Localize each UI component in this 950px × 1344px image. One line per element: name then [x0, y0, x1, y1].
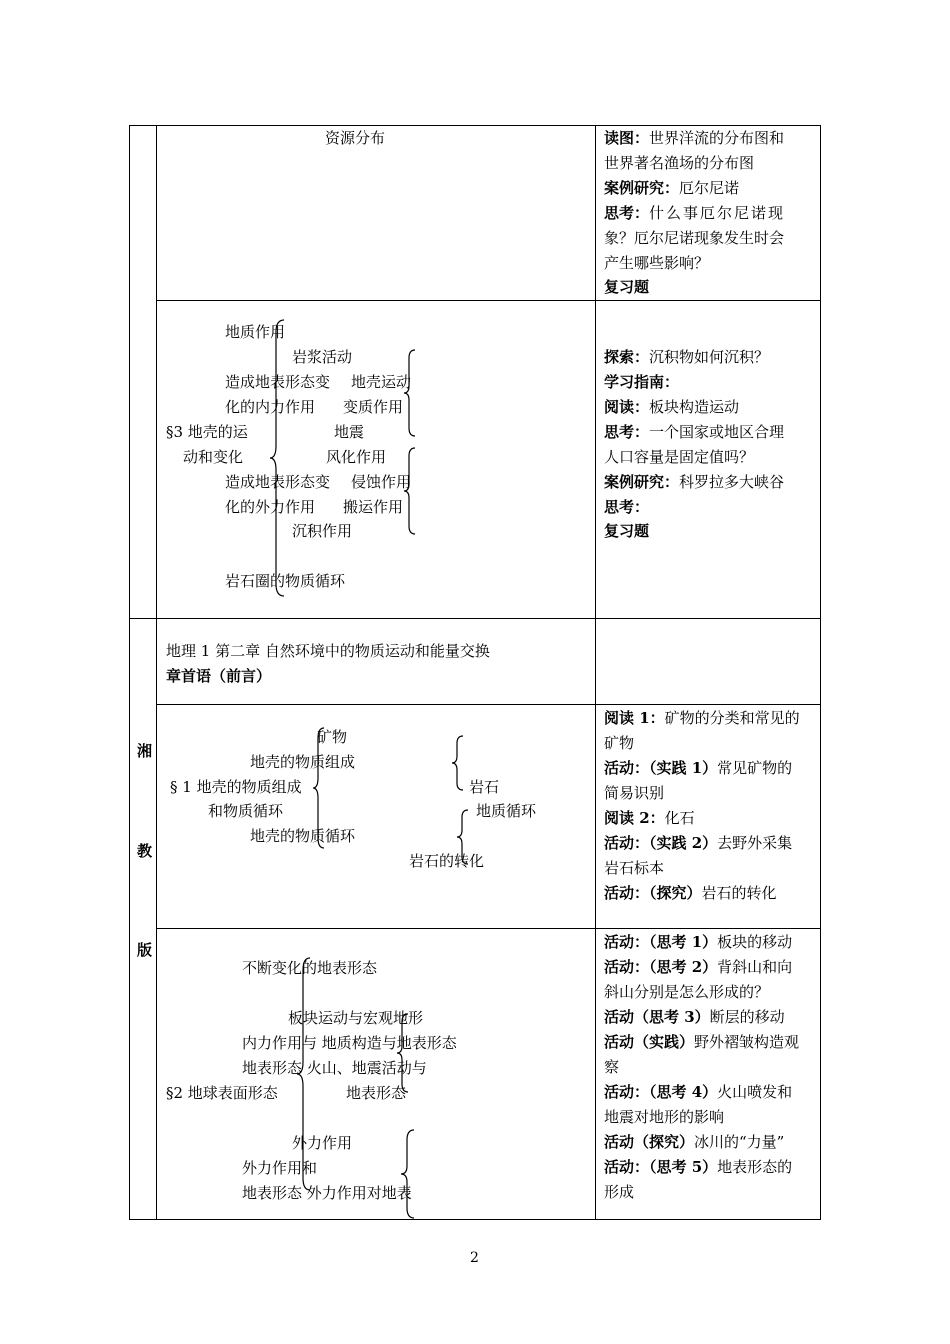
- row-divider-4: [156, 928, 821, 929]
- brace-outer: [400, 1128, 416, 1220]
- note-line: 阅读：板块构造运动: [604, 398, 740, 416]
- section-heading: §3 地壳的运: [166, 423, 248, 441]
- outline-text: 地表形态 外力作用对地表: [242, 1184, 412, 1202]
- note-line: 人口容量是固定值吗？: [604, 448, 755, 466]
- outline-text: 岩石圈的物质循环: [225, 572, 346, 590]
- note-line: 活动：（思考 2）背斜山和向: [604, 958, 793, 976]
- note-line: 活动（探究）冰川的“力量”: [604, 1133, 785, 1151]
- brace-cycle: [456, 808, 470, 866]
- outline-text: 板块运动与宏观地形: [288, 1009, 424, 1027]
- outline-text: 地表形态 火山、地震活动与: [242, 1059, 427, 1077]
- note-line: 案例研究：厄尔尼诺: [604, 179, 740, 197]
- brace-main: [268, 318, 288, 598]
- page-number: 2: [470, 1250, 479, 1266]
- section-heading: 动和变化: [183, 448, 244, 466]
- outline-text: 外力作用和: [242, 1159, 318, 1177]
- outline-text: 不断变化的地表形态: [242, 959, 378, 977]
- table-border-top: [129, 125, 821, 126]
- note-line: 活动：（探究）岩石的转化: [604, 884, 777, 902]
- outline-text: 岩石的转化: [409, 852, 485, 870]
- note-line: 活动（实践）野外褶皱构造观: [604, 1033, 800, 1051]
- brace-main: [312, 726, 326, 850]
- section-heading: § 1 地壳的物质组成: [170, 778, 302, 796]
- section-heading: 和物质循环: [208, 802, 284, 820]
- note-line: 探索：沉积物如何沉积？: [604, 348, 770, 366]
- note-line: 察: [604, 1058, 620, 1076]
- outline-text: 外力作用: [292, 1134, 353, 1152]
- outline-text: 地震: [334, 423, 365, 441]
- outline-text: 造成地表形态变: [225, 473, 331, 491]
- resource-distribution-label: 资源分布: [325, 129, 386, 147]
- outline-text: 地壳运动: [351, 373, 412, 391]
- outline-text: 化的内力作用: [225, 398, 316, 416]
- note-line: 斜山分别是怎么形成的？: [604, 983, 770, 1001]
- chapter-subtitle: 章首语（前言）: [166, 667, 272, 685]
- outline-text: 化的外力作用: [225, 498, 316, 516]
- outline-text: 变质作用: [343, 398, 404, 416]
- side-column-divider: [156, 125, 157, 1220]
- note-line: 读图：世界洋流的分布图和: [604, 129, 785, 147]
- note-line: 简易识别: [604, 784, 665, 802]
- outline-text: 地质循环: [476, 802, 537, 820]
- row-divider-1: [156, 300, 821, 301]
- table-border-right: [820, 125, 821, 1220]
- table-border-left: [129, 125, 130, 1220]
- note-line: 学习指南：: [604, 373, 680, 391]
- outline-text: 地质作用: [225, 323, 286, 341]
- note-line: 阅读 1：矿物的分类和常见的: [604, 709, 800, 727]
- note-line: 复习题: [604, 278, 650, 296]
- note-line: 活动：（实践 2）去野外采集: [604, 834, 793, 852]
- brace-mineral-rock: [451, 734, 465, 792]
- chapter-title: 地理 1 第二章 自然环境中的物质运动和能量交换: [166, 642, 490, 660]
- note-line: 活动：（思考 4）火山喷发和: [604, 1083, 793, 1101]
- note-line: 活动（思考 3）断层的移动: [604, 1008, 785, 1026]
- section-heading: §2 地球表面形态: [166, 1084, 278, 1102]
- side-label-char: 教: [137, 842, 153, 860]
- table-border-bottom: [129, 1219, 821, 1220]
- outline-text: 岩石: [469, 778, 500, 796]
- outline-text: 侵蚀作用: [351, 473, 412, 491]
- brace-outer: [403, 446, 417, 536]
- side-label-char: 版: [137, 941, 153, 959]
- note-line: 案例研究：科罗拉多大峡谷: [604, 473, 785, 491]
- note-line: 形成: [604, 1183, 635, 1201]
- outline-text: 搬运作用: [343, 498, 404, 516]
- note-line: 思考：: [604, 498, 650, 516]
- note-line: 复习题: [604, 522, 650, 540]
- note-line: 岩石标本: [604, 859, 665, 877]
- outline-text: 矿物: [317, 728, 348, 746]
- outline-text: 造成地表形态变: [225, 373, 331, 391]
- row-divider-3: [156, 704, 821, 705]
- brace-inner: [403, 348, 417, 438]
- outline-text: 地壳的物质组成: [250, 753, 356, 771]
- outline-text: 沉积作用: [292, 522, 353, 540]
- row-divider-2: [129, 618, 821, 619]
- note-line: 思考：一个国家或地区合理: [604, 423, 785, 441]
- note-line: 世界著名渔场的分布图: [604, 154, 755, 172]
- note-line: 阅读 2：化石: [604, 809, 695, 827]
- note-line: 活动：（思考 1）板块的移动: [604, 933, 793, 951]
- outline-text: 内力作用与 地质构造与地表形态: [242, 1034, 457, 1052]
- note-line: 思考：什么事厄尔尼诺现: [604, 204, 786, 222]
- side-label-char: 湘: [137, 742, 153, 760]
- outline-text: 地壳的物质循环: [250, 827, 356, 845]
- note-line: 产生哪些影响？: [604, 254, 710, 272]
- note-line: 象？厄尔尼诺现象发生时会: [604, 229, 785, 247]
- note-line: 活动：（实践 1）常见矿物的: [604, 759, 793, 777]
- note-line: 地震对地形的影响: [604, 1108, 725, 1126]
- outline-text: 地表形态: [346, 1084, 407, 1102]
- outline-text: 风化作用: [326, 448, 387, 466]
- brace-inner: [396, 1012, 410, 1094]
- brace-main: [296, 956, 312, 1192]
- note-line: 矿物: [604, 734, 635, 752]
- outline-text: 岩浆活动: [292, 348, 353, 366]
- content-column-divider: [595, 125, 596, 1220]
- note-line: 活动：（思考 5）地表形态的: [604, 1158, 793, 1176]
